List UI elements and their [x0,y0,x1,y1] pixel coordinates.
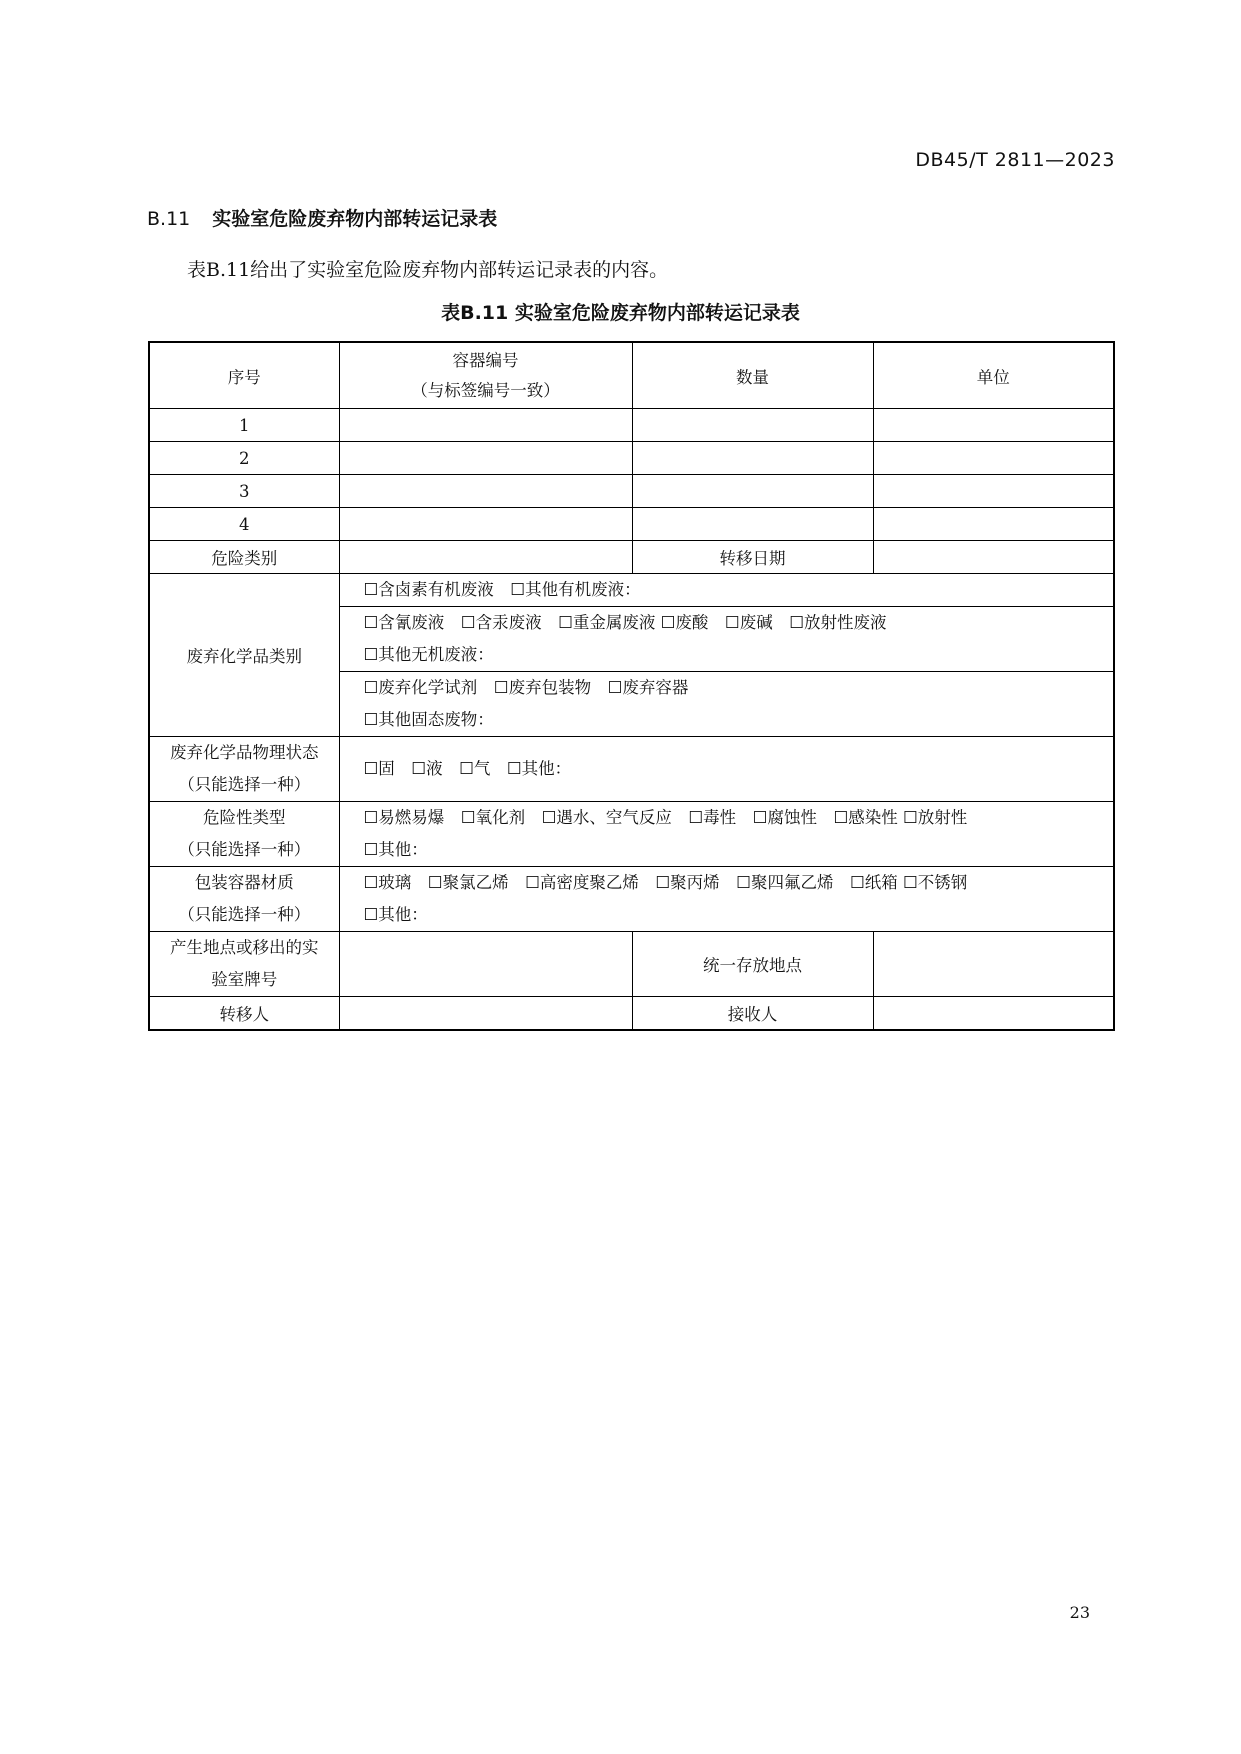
chem-category-row-1 [149,574,1114,607]
container-material-row [149,867,1114,932]
origin-label [149,932,339,997]
physical-state-label-line2: （只能选择一种） [178,775,311,794]
header-serial: 序号 [149,342,339,409]
hazard-type-row [149,802,1114,867]
container-id-cell[interactable] [339,409,632,442]
table-header-row [149,342,1114,409]
solid-options-line1[interactable]: ☐废弃化学试剂 ☐废弃包装物 ☐废弃容器 [363,678,689,697]
solid-options-line2[interactable]: ☐其他固态废物： [363,710,494,729]
container-id-cell[interactable] [339,475,632,508]
origin-label-line2: 验室牌号 [211,970,278,989]
transferor-label: 转移人 [149,997,339,1031]
hazard-date-row [149,541,1114,574]
unit-cell[interactable] [873,442,1114,475]
quantity-cell[interactable] [632,409,873,442]
hazard-type-label-line1: 危险性类型 [203,808,286,827]
container-material-options-line2[interactable]: ☐其他： [363,905,428,924]
unit-cell[interactable] [873,475,1114,508]
origin-cell[interactable] [339,932,632,997]
storage-label: 统一存放地点 [632,932,873,997]
container-material-options[interactable] [339,867,1114,932]
header-container-id-line2: （与标签编号一致） [411,380,560,400]
hazard-type-options-line1[interactable]: ☐易燃易爆 ☐氧化剂 ☐遇水、空气反应 ☐毒性 ☐腐蚀性 ☐感染性 ☐放射性 [363,808,968,827]
signature-row [149,997,1114,1031]
receiver-cell[interactable] [873,997,1114,1031]
receiver-label: 接收人 [632,997,873,1031]
quantity-cell[interactable] [632,508,873,541]
table-caption: 表B.11 实验室危险废弃物内部转运记录表 [441,302,800,324]
transfer-date-cell[interactable] [873,541,1114,574]
quantity-cell[interactable] [632,475,873,508]
section-number: B.11 [147,208,191,230]
organic-liquid-options[interactable]: ☐含卤素有机废液 ☐其他有机废液： [339,574,1114,607]
container-material-label-line2: （只能选择一种） [178,905,311,924]
transferor-cell[interactable] [339,997,632,1031]
row-number: 4 [149,508,339,541]
inorganic-liquid-options[interactable] [339,607,1114,672]
header-container-id [339,342,632,409]
storage-cell[interactable] [873,932,1114,997]
row-number: 3 [149,475,339,508]
origin-label-line1: 产生地点或移出的实 [170,938,319,957]
container-material-options-line1[interactable]: ☐玻璃 ☐聚氯乙烯 ☐高密度聚乙烯 ☐聚丙烯 ☐聚四氟乙烯 ☐纸箱 ☐不锈钢 [363,873,968,892]
hazard-type-label [149,802,339,867]
physical-state-label-line1: 废弃化学品物理状态 [170,743,319,762]
hazard-type-options-line2[interactable]: ☐其他： [363,840,428,859]
page-number: 23 [1069,1603,1090,1622]
physical-state-label [149,737,339,802]
header-unit: 单位 [873,342,1114,409]
hazard-category-cell[interactable] [339,541,632,574]
transfer-date-label: 转移日期 [632,541,873,574]
header-quantity: 数量 [632,342,873,409]
unit-cell[interactable] [873,409,1114,442]
physical-state-row [149,737,1114,802]
transfer-record-table [148,341,1115,1031]
section-heading [147,204,497,231]
container-id-cell[interactable] [339,442,632,475]
row-number: 2 [149,442,339,475]
hazard-category-label: 危险类别 [149,541,339,574]
container-material-label [149,867,339,932]
document-code: DB45/T 2811—2023 [915,149,1115,171]
unit-cell[interactable] [873,508,1114,541]
section-title: 实验室危险废弃物内部转运记录表 [212,208,498,230]
inorganic-options-line1[interactable]: ☐含氰废液 ☐含汞废液 ☐重金属废液 ☐废酸 ☐废碱 ☐放射性废液 [363,613,887,632]
physical-state-options[interactable]: ☐固 ☐液 ☐气 ☐其他： [339,737,1114,802]
inorganic-options-line2[interactable]: ☐其他无机废液： [363,645,494,664]
header-container-id-line1: 容器编号 [452,350,519,370]
table-row [149,508,1114,541]
table-row [149,409,1114,442]
intro-paragraph: 表B.11给出了实验室危险废弃物内部转运记录表的内容。 [187,259,669,281]
container-material-label-line1: 包装容器材质 [194,873,294,892]
row-number: 1 [149,409,339,442]
chem-category-label: 废弃化学品类别 [149,574,339,737]
table-row [149,442,1114,475]
container-id-cell[interactable] [339,508,632,541]
origin-storage-row [149,932,1114,997]
hazard-type-options[interactable] [339,802,1114,867]
solid-waste-options[interactable] [339,672,1114,737]
hazard-type-label-line2: （只能选择一种） [178,840,311,859]
table-row [149,475,1114,508]
quantity-cell[interactable] [632,442,873,475]
